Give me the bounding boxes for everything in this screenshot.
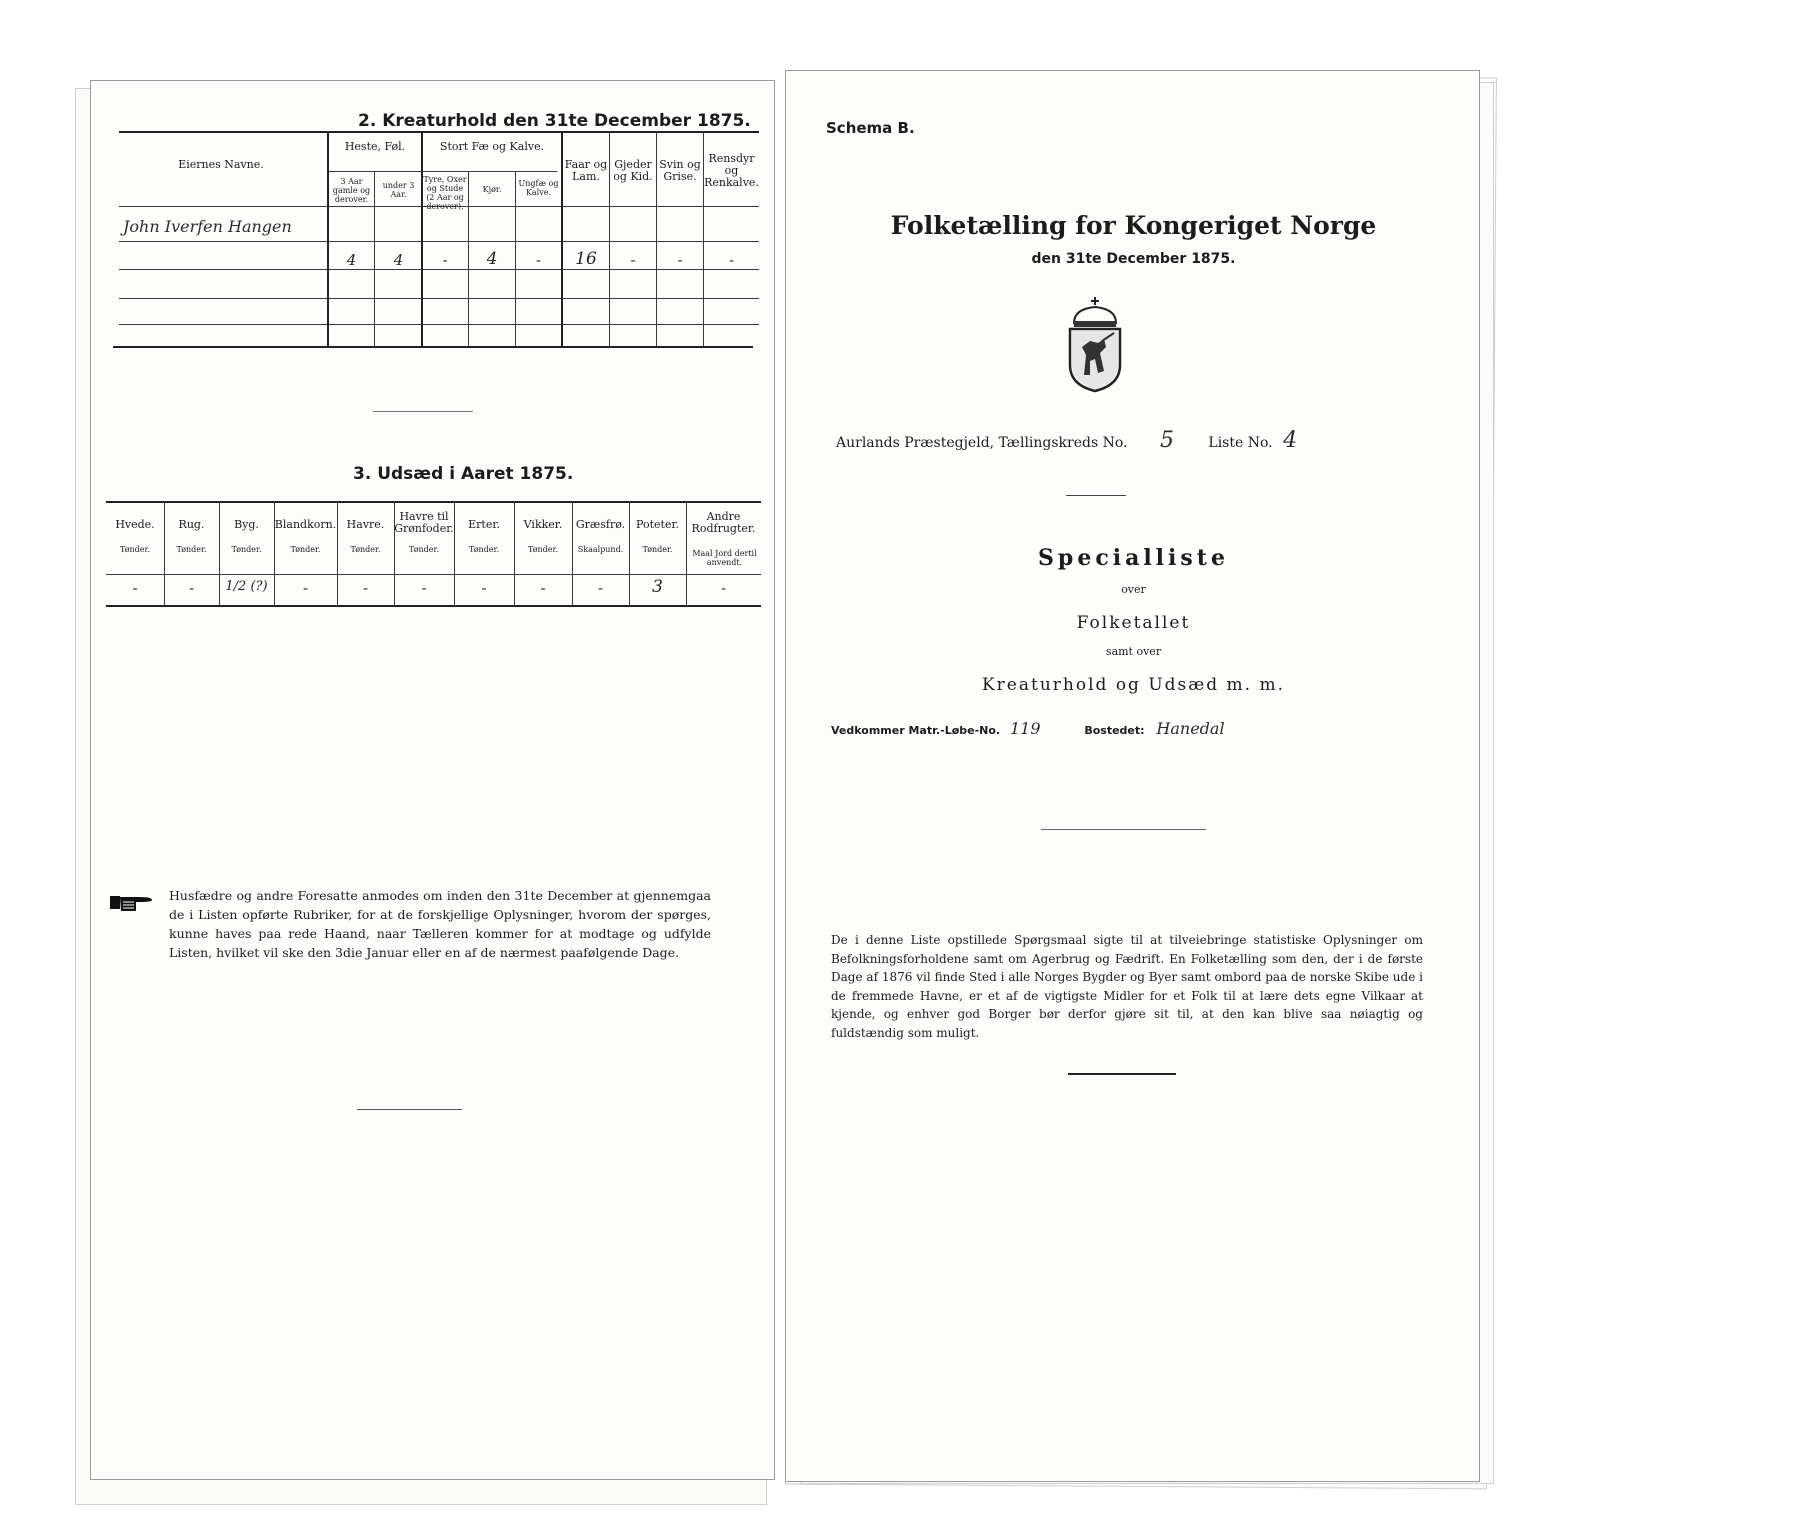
livestock-col-rule [374,171,375,346]
matr-number: 119 [1009,719,1041,738]
seed-unit: Tønder. [468,545,500,554]
seed-value: - [188,579,195,597]
seed-header: Hvede. [115,518,155,531]
livestock-col-rule [421,131,423,346]
folketallet-heading: Folketallet [1076,613,1191,633]
livestock-value: 4 [486,249,498,269]
seed-value: 1/2 (?) [225,579,268,594]
livestock-row-rule [119,241,759,242]
seed-unit: Skaalpund. [577,545,624,554]
livestock-value: 16 [575,249,597,269]
section-divider [373,411,473,412]
district-line [836,428,1297,453]
samt-over-text: samt over [1105,645,1162,658]
seed-header: Byg. [234,518,259,531]
seed-header: Vikker. [523,518,563,531]
faar-header: Faar og Lam. [564,158,608,183]
subheader-under-3-aar: under 3 Aar. [382,181,415,199]
seed-unit: Tønder. [231,545,262,554]
info-paragraph: De i denne Liste opstillede Spørgsmaal sigte til at tilveiebringe statistiske Oplysninger om Befolkningsforholdene samt om Agerbrug og Fædrift. En Folketælling som den, der i de første Dage af 1876 vil finde Sted i alle Norges Bygder og Byer samt ombord paa de norske Skibe ude i de fremmede Havne, er et af de vigtigste Midler for et Folk til at lære dets egne Vilkaar at kjende, og enhver god Borger bør derfor gjøre sit til, at den kan blive saa nøiagtig og fuldstændig som muligt. [831,933,1423,1040]
seed-header: Græsfrø. [575,518,626,531]
seed-header: Havre. [346,518,385,531]
livestock-title: 2. Kreaturhold den 31te December 1875. [358,111,751,131]
livestock-row-rule [119,324,759,325]
owner-header: Eiernes Navne. [178,158,264,171]
livestock-row-rule [119,298,759,299]
storfe-header: Stort Fæ og Kalve. [439,140,545,153]
seed-value: - [362,579,369,597]
district-prefix: Aurlands Præstegjeld, Tællingskreds No. [836,435,1128,451]
seed-header: Havre til Grønfoder. [394,510,454,535]
seed-unit: Tønder. [527,545,559,554]
livestock-value: 4 [346,251,357,269]
livestock-value: - [630,251,636,269]
over-text: over [1121,583,1146,596]
schema-label: Schema B. [826,119,915,137]
bosted-label: Bostedet: [1084,724,1145,737]
subheader-3-aar: 3 Aar gamle og derover. [332,177,371,204]
livestock-value: - [442,251,448,269]
livestock-bottom-rule [113,346,753,348]
gjeder-header: Gjeder og Kid. [613,158,653,183]
livestock-top-rule [119,131,759,133]
liste-number: 4 [1283,428,1298,453]
owner-name: John Iverfen Hangen [123,217,292,236]
seed-unit: Tønder. [176,545,207,554]
liste-label: Liste No. [1208,435,1273,451]
seed-unit: Tønder. [642,545,673,554]
matr-label: Vedkommer Matr.-Løbe-No. [831,724,1001,737]
seed-value: - [481,579,487,597]
seed-value: - [720,579,727,597]
seed-unit: Tønder. [408,545,440,554]
svin-header: Svin og Grise. [659,158,701,183]
seed-unit: Tønder. [119,545,151,554]
livestock-subheader-rule [329,171,557,172]
subheader-tyre: Tyre, Oxer og Stude (2 Aar og derover). [423,175,467,211]
seed-value: 3 [652,577,663,597]
livestock-col-rule [327,131,329,346]
notice-text: Husfædre og andre Foresatte anmodes om inden den 31te December at gjennemgaa de i Listen opførte Rubriker, for at de forskjellige Oplysninger, hvorom der spørges, kunne haves paa rede Haand, naar Tælleren kommer for at modtage og udfylde Listen, hvilket vil ske den 3die Januar eller en af de nærmest paafølgende Dage. [169,888,711,960]
matr-line [831,719,1225,738]
district-divider [1066,495,1126,496]
livestock-row-rule [119,269,759,270]
seed-header-rule [106,574,761,575]
rensdyr-header: Rensdyr og Renkalve. [704,152,759,189]
seed-value: - [302,579,309,597]
seed-unit: Tønder. [290,545,321,554]
notice-divider [357,1109,462,1110]
specialliste-heading: Specialliste [1038,545,1229,571]
seed-header: Poteter. [636,518,679,531]
livestock-value: - [728,251,735,269]
seed-value: - [540,579,546,597]
seed-top-rule [106,501,761,503]
norway-coat-of-arms-icon [1062,295,1128,397]
left-page [90,80,775,1480]
livestock-value: 4 [393,251,404,269]
subheader-kjor: Kjør. [482,185,502,194]
main-title: Folketælling for Kongeriget Norge [890,211,1377,240]
seed-unit: Tønder. [350,545,381,554]
main-subtitle: den 31te December 1875. [1031,251,1236,267]
seed-header: Erter. [468,518,500,531]
seed-header: Blandkorn. [274,518,337,531]
kreds-number: 5 [1159,428,1174,453]
heste-header: Heste, Føl. [344,140,406,153]
seed-bottom-rule [106,605,761,607]
right-page [785,70,1480,1482]
bosted-value: Hanedal [1156,719,1225,738]
livestock-value: - [535,251,542,269]
seed-value: - [597,579,604,597]
seed-value: - [421,579,427,597]
seed-title: 3. Udsæd i Aaret 1875. [353,464,574,484]
pointing-hand-icon [109,891,153,917]
livestock-value: - [677,251,683,269]
mid-divider [1041,829,1206,830]
seed-unit: Maal Jord dertil anvendt. [692,549,757,567]
seed-header: Rug. [178,518,205,531]
subheader-ungfae: Ungfæ og Kalve. [518,179,559,197]
kreaturhold-heading: Kreaturhold og Udsæd m. m. [981,675,1285,695]
seed-value: - [132,579,138,597]
seed-header: Andre Rodfrugter. [691,510,756,535]
bottom-divider [1068,1073,1176,1075]
